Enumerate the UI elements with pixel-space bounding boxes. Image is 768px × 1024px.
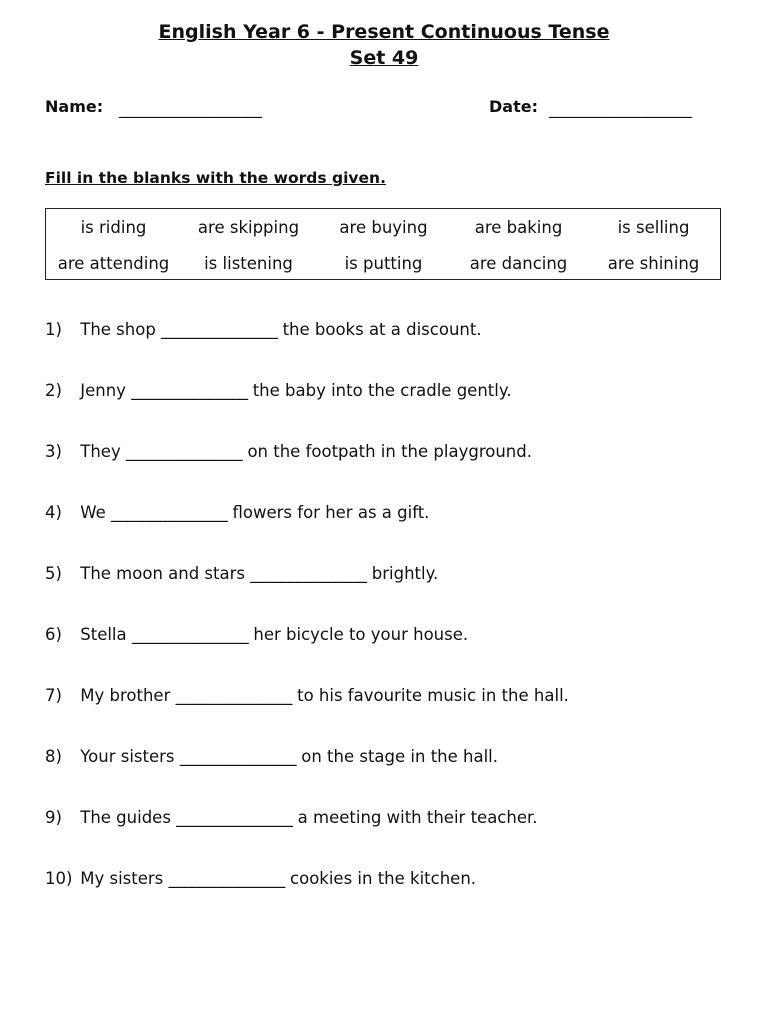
answer-blank: _______________ xyxy=(176,808,293,827)
question-text-after: to his favourite music in the hall. xyxy=(297,686,569,705)
answer-blank: _______________ xyxy=(168,869,285,888)
question-10 xyxy=(45,869,476,888)
question-4 xyxy=(45,503,429,522)
word-bank-item: is listening xyxy=(204,254,293,273)
word-bank-item: are shining xyxy=(607,254,700,273)
question-number: 5) xyxy=(45,564,62,583)
question-text-before: My brother xyxy=(80,686,171,705)
answer-blank: _______________ xyxy=(250,564,367,583)
question-number: 4) xyxy=(45,503,62,522)
question-number: 2) xyxy=(45,381,62,400)
question-text-after: on the footpath in the playground. xyxy=(247,442,532,461)
word-bank-box xyxy=(45,208,721,280)
answer-blank: _______________ xyxy=(111,503,228,522)
question-text-before: Your sisters xyxy=(80,747,175,766)
name-label: Name: xyxy=(45,97,104,116)
question-text-after: brightly. xyxy=(371,564,439,583)
worksheet-title: English Year 6 - Present Continuous Tense xyxy=(158,21,610,43)
answer-blank: _______________ xyxy=(179,747,296,766)
answer-blank: _______________ xyxy=(125,442,243,461)
word-bank-item: is selling xyxy=(617,218,690,237)
question-text-before: The guides xyxy=(80,808,171,827)
answer-blank: _______________ xyxy=(131,381,248,400)
question-text-before: The shop xyxy=(80,320,156,339)
question-text-after: cookies in the kitchen. xyxy=(290,869,477,888)
question-1 xyxy=(45,320,482,339)
question-2 xyxy=(45,381,511,400)
question-text-after: the books at a discount. xyxy=(282,320,482,339)
worksheet-set: Set 49 xyxy=(349,47,419,69)
question-number: 1) xyxy=(45,320,62,339)
question-text-after: the baby into the cradle gently. xyxy=(252,381,512,400)
question-text-after: on the stage in the hall. xyxy=(301,747,499,766)
name-blank-line: ___________________ xyxy=(119,99,262,118)
date-blank-line: ___________________ xyxy=(549,99,692,118)
question-text-after: flowers for her as a gift. xyxy=(232,503,430,522)
question-7 xyxy=(45,686,569,705)
word-bank-item: are attending xyxy=(57,254,170,273)
question-number: 9) xyxy=(45,808,62,827)
question-text-before: Stella xyxy=(80,625,127,644)
question-8 xyxy=(45,747,498,766)
question-number: 8) xyxy=(45,747,62,766)
word-bank-item: are skipping xyxy=(197,218,300,237)
word-bank-item: are baking xyxy=(474,218,563,237)
word-bank-item: is riding xyxy=(80,218,147,237)
question-text-after: a meeting with their teacher. xyxy=(297,808,538,827)
question-number: 10) xyxy=(45,869,73,888)
word-bank-item: are dancing xyxy=(469,254,568,273)
question-9 xyxy=(45,808,538,827)
date-label: Date: xyxy=(489,97,538,116)
question-number: 6) xyxy=(45,625,62,644)
word-bank-item: are buying xyxy=(339,218,428,237)
question-number: 3) xyxy=(45,442,62,461)
question-number: 7) xyxy=(45,686,62,705)
question-text-after: her bicycle to your house. xyxy=(253,625,469,644)
question-6 xyxy=(45,625,468,644)
question-3 xyxy=(45,442,532,461)
question-5 xyxy=(45,564,438,583)
instruction-text: Fill in the blanks with the words given. xyxy=(45,169,386,187)
question-text-before: The moon and stars xyxy=(80,564,245,583)
question-text-before: We xyxy=(80,503,106,522)
question-text-before: Jenny xyxy=(80,381,126,400)
word-bank-item: is putting xyxy=(344,254,423,273)
answer-blank: _______________ xyxy=(131,625,249,644)
answer-blank: _______________ xyxy=(175,686,292,705)
question-text-before: They xyxy=(80,442,121,461)
answer-blank: _______________ xyxy=(161,320,278,339)
question-text-before: My sisters xyxy=(80,869,164,888)
